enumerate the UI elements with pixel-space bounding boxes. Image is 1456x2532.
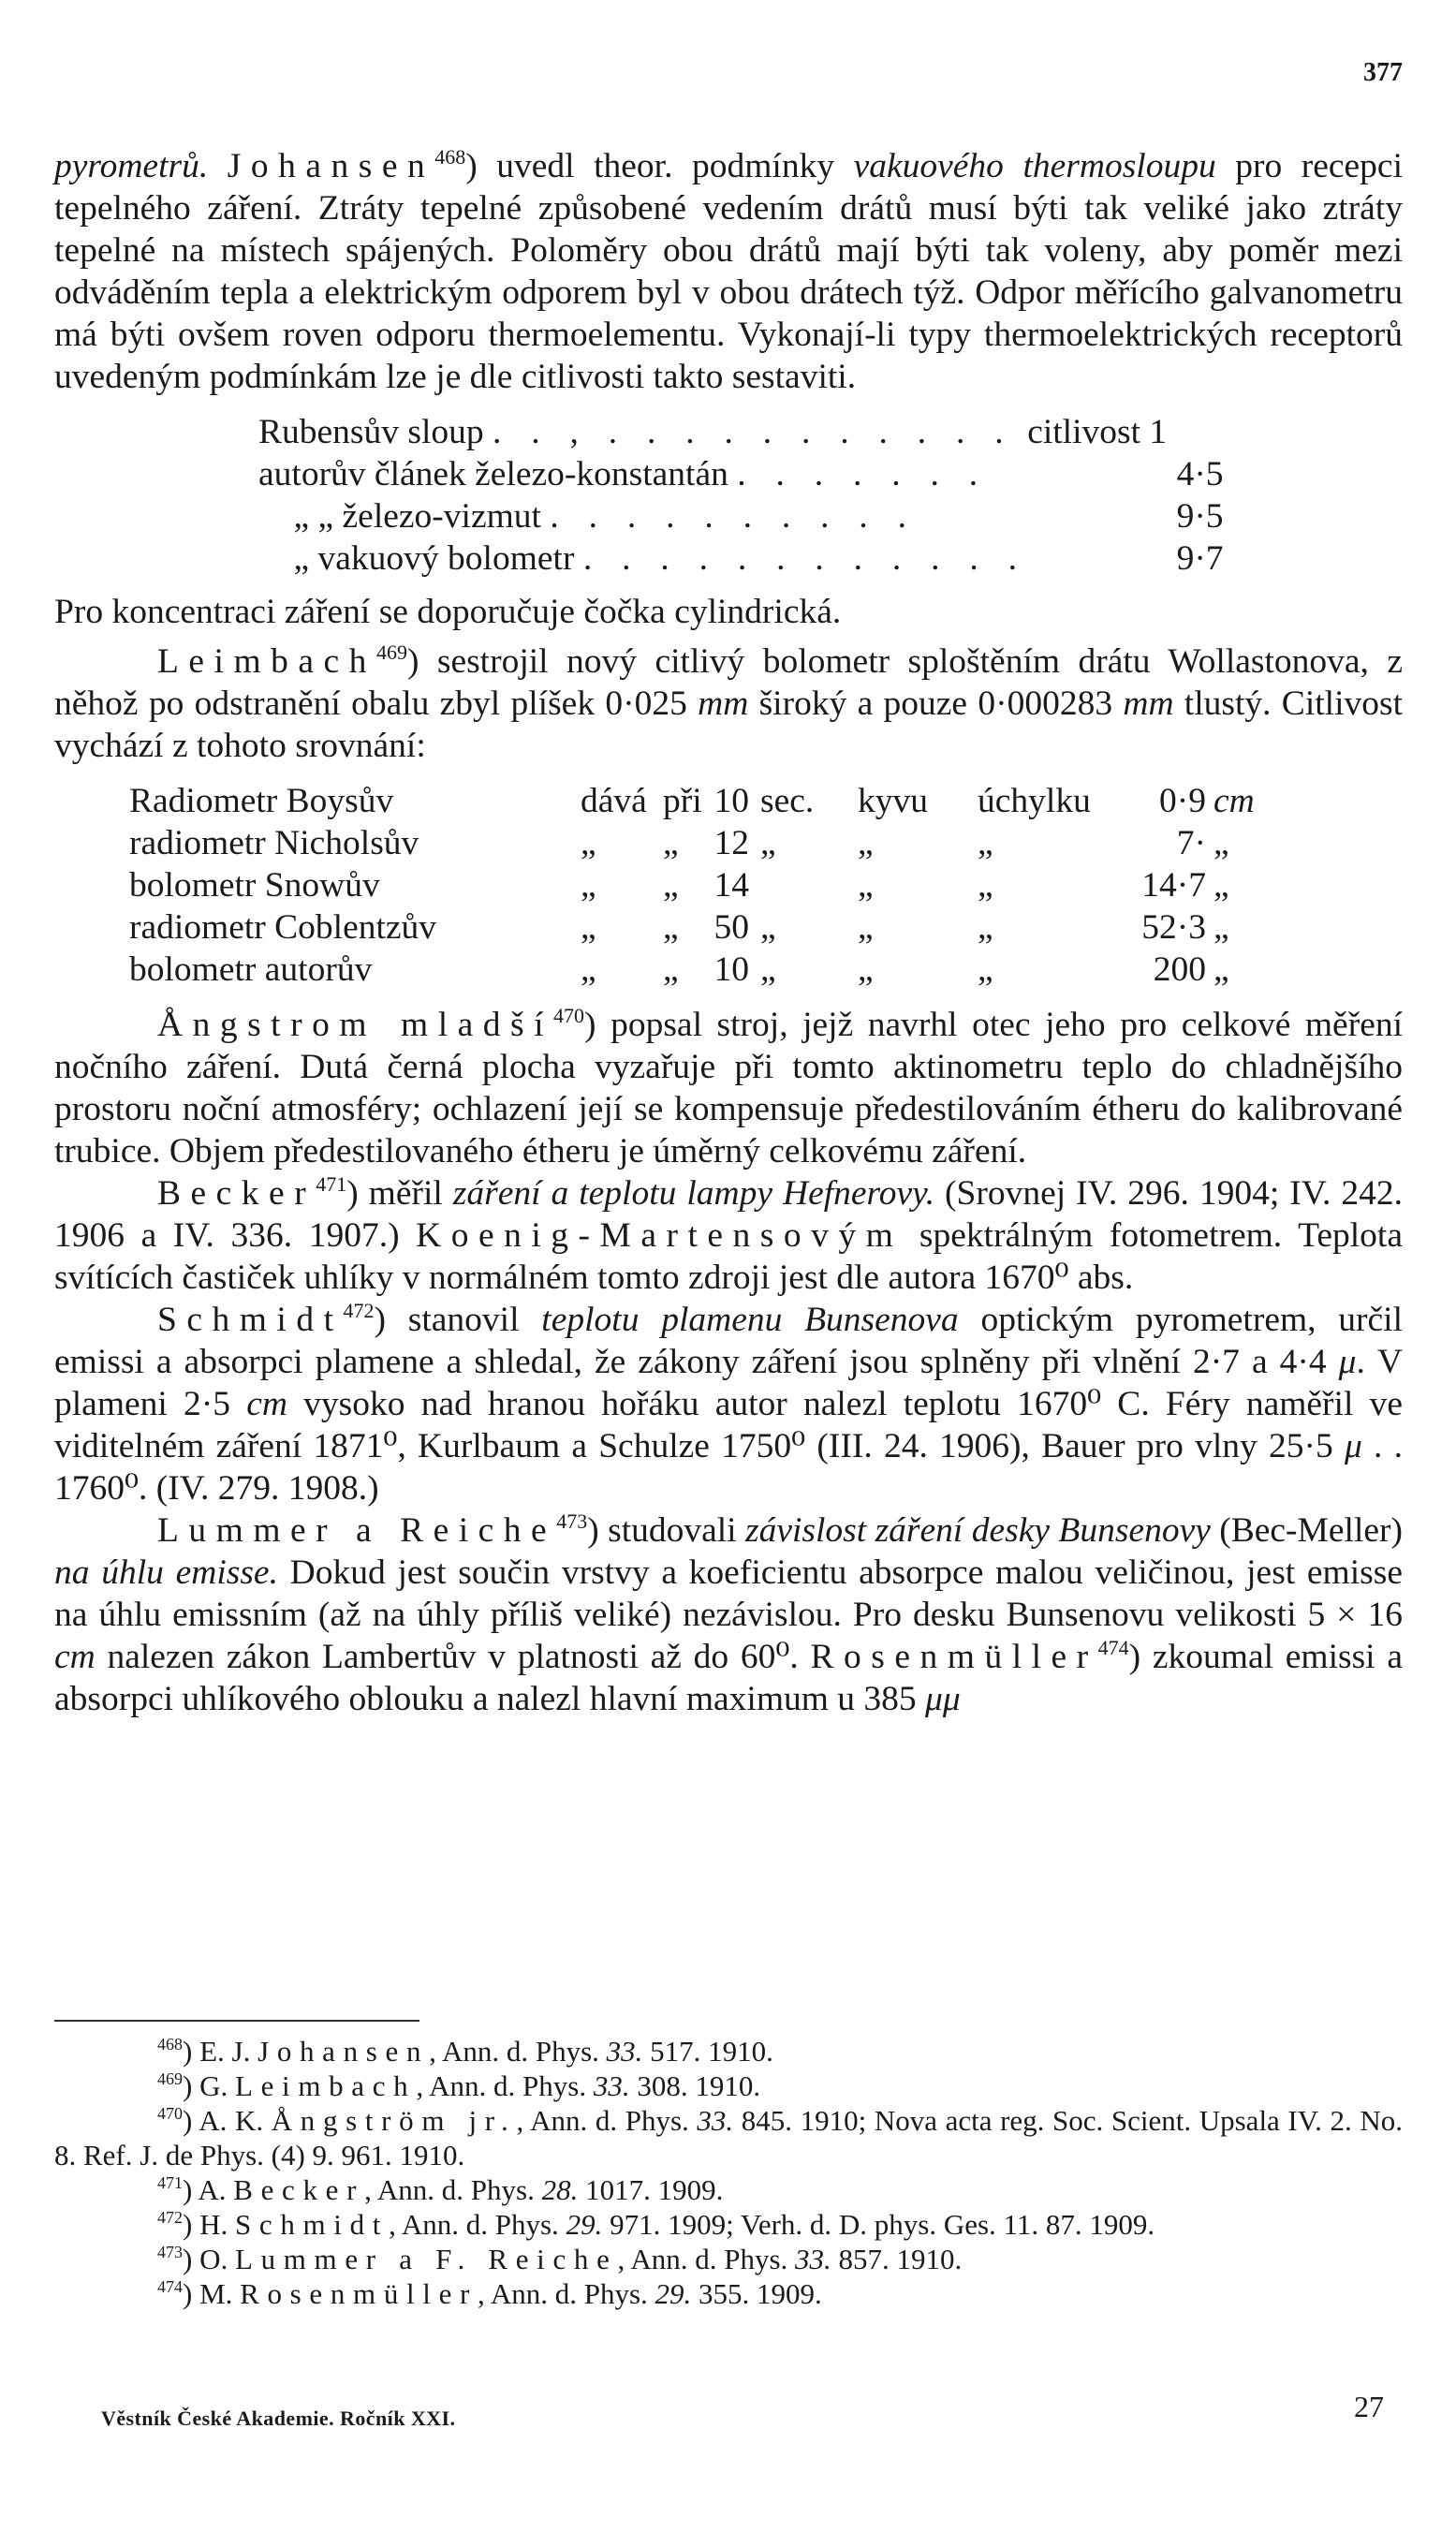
author-name: Johansen	[257, 2035, 430, 2068]
text-italic: vakuového thermosloupu	[853, 147, 1216, 185]
footnote-ref[interactable]: 470	[553, 1004, 585, 1027]
footnote-ref[interactable]: 471	[316, 1172, 347, 1196]
leader-dots: . . . . . . .	[737, 455, 989, 493]
volume-italic: 29.	[654, 2277, 692, 2310]
table-cell: bolometr autorův	[129, 950, 373, 989]
text-span: ) měřil	[346, 1174, 453, 1213]
author-name: Leimbach	[157, 642, 376, 681]
footnote-number: 473	[157, 2243, 183, 2261]
text-span: , Ann. d. Phys.	[429, 2035, 607, 2068]
volume-italic: 33.	[606, 2035, 643, 2068]
volume-italic: 28.	[541, 2173, 579, 2206]
signature-line: Věstník České Akademie. Ročník XXI.	[101, 2407, 456, 2430]
volume-italic: 33.	[697, 2104, 734, 2137]
footnote-ref[interactable]: 472	[343, 1299, 375, 1322]
table-row	[258, 411, 1224, 453]
text-span	[208, 147, 228, 185]
text-span: ) M.	[183, 2277, 241, 2310]
table-row	[258, 453, 1224, 495]
table-cell: „	[1213, 824, 1229, 862]
text-span: . V plameni 2·5	[54, 1343, 1403, 1423]
text-italic: na úhlu emisse.	[54, 1553, 278, 1592]
table-cell: „	[858, 824, 874, 862]
author-name: Schmidt	[234, 2208, 390, 2241]
table-cell: „	[1213, 866, 1229, 905]
text-span: ) O.	[183, 2243, 235, 2275]
table-cell: „	[978, 950, 993, 989]
volume-italic: 33.	[795, 2243, 831, 2275]
text-span: (Srovnej IV. 296. 1904; IV. 242. 1906 a IV. 336. 1907.)	[54, 1174, 1403, 1255]
author-name: Johansen	[227, 147, 435, 185]
table-cell	[258, 453, 1027, 495]
table-cell: 200	[1153, 950, 1206, 989]
text-span: 308. 1910.	[629, 2069, 761, 2102]
author-name: Lummer a Reiche	[157, 1511, 557, 1550]
text-span: , Ann. d. Phys.	[364, 2173, 542, 2206]
table-cell: při	[663, 782, 702, 820]
leader-dots: . . , . . . . . . . . . . .	[493, 413, 1014, 451]
footnote-number: 471	[157, 2173, 183, 2192]
table-cell: 14	[713, 866, 749, 905]
text-italic: záření a teplotu lampy Hefnerovy.	[452, 1174, 935, 1213]
paragraph-angstrom	[54, 1004, 1403, 1172]
table-cell	[1027, 453, 1223, 495]
table-cell: 0·9	[1159, 782, 1206, 820]
table-row	[129, 822, 1255, 864]
text-span: 517. 1910.	[642, 2035, 773, 2068]
table-cell: radiometr Coblentzův	[129, 908, 437, 947]
table-cell: „	[581, 950, 596, 989]
table-cell: „	[581, 824, 596, 862]
row-name: „ „ železo-vizmut	[293, 497, 541, 536]
table-cell: kyvu	[858, 782, 928, 820]
text-span: , Ann. d. Phys.	[416, 2069, 594, 2102]
table-cell: dává	[581, 782, 647, 820]
unit-italic: cm	[1213, 782, 1255, 820]
leader-dots: . . . . . . . . . . . .	[582, 539, 1028, 578]
unit-italic: mm	[1123, 685, 1174, 723]
text-span: 857. 1910.	[831, 2243, 963, 2275]
volume-italic: 33.	[593, 2069, 630, 2102]
table-cell: „	[978, 824, 993, 862]
volume-italic: 29.	[566, 2208, 603, 2241]
text-span: nalezen zákon Lambertův v platnosti až do 60⁰.	[95, 1638, 811, 1676]
row-name: „ vakuový bolometr	[293, 539, 575, 578]
text-span: spektrálným fotometrem. Teplota svítících častiček uhlíky v normálném tomto zdroji jest dle autora 1670⁰ abs.	[54, 1216, 1403, 1297]
table-cell: 14·7	[1141, 866, 1206, 905]
table-cell: „	[581, 866, 596, 905]
row-name: Rubensův sloup	[258, 413, 484, 451]
row-value: 9·5	[1176, 497, 1224, 536]
table-cell: „	[858, 908, 874, 947]
table-cell: „	[1213, 950, 1229, 989]
paragraph-schmidt	[54, 1299, 1403, 1509]
text-span: ) uvedl theor. podmínky	[465, 147, 854, 185]
text-span: ) A. K.	[183, 2104, 272, 2137]
paragraph-leimbach	[54, 640, 1403, 767]
text-span: ) popsal stroj, jejž navrhl otec jeho pro celkové měření nočního záření. Dutá černá plocha vyzařuje při tomto aktinometru teplo do chladnějšího prostoru noční atmosféry; ochlazení její se kompensuje předestilováním étheru do kalibrované trubice. Objem předestilovaného étheru je úměrný celkovému záření.	[54, 1006, 1404, 1170]
table-cell: „	[581, 908, 596, 947]
text-span: ) H.	[183, 2208, 235, 2241]
author-name: Ångström jr.	[271, 2104, 517, 2137]
text-span: vysoko nad hranou hořáku autor nalezl teplotu 1670⁰ C. Féry naměřil ve viditelném záření 1871⁰, Kurlbaum a Schulze 1750⁰ (III. 24. 1906), Bauer pro vlny 25·5	[54, 1385, 1403, 1465]
text-span: tlustý. Citlivost vychází z tohoto srovnání:	[54, 685, 1404, 765]
table-cell: citlivost 1	[1027, 413, 1168, 451]
text-span: ) studovali	[587, 1511, 745, 1550]
table-cell: 10	[713, 782, 749, 820]
text-span: (Bec-Meller)	[1210, 1511, 1403, 1550]
sensitivity-table	[258, 411, 1224, 580]
text-span: Dokud jest součin vrstvy a koeficientu absorpce malou veličinou, jest emisse na úhlu emissním (až na úhly příliš veliké) nezávislou. Pro desku Bunsenovu velikosti 5 × 16	[54, 1553, 1403, 1634]
author-name: Rosenmüller	[810, 1638, 1098, 1676]
text-span: široký a pouze 0·000283	[748, 685, 1124, 723]
table-cell: „	[663, 950, 679, 989]
table-cell: 7·	[1176, 824, 1206, 862]
table-cell: „	[1213, 908, 1229, 947]
footnote-number: 474	[157, 2277, 183, 2296]
footnote-ref[interactable]: 473	[556, 1509, 588, 1533]
table-row	[129, 780, 1255, 822]
text-italic: závislost záření desky Bunsenovy	[745, 1511, 1211, 1550]
footnote-ref[interactable]: 474	[1097, 1636, 1129, 1659]
footnote-473	[54, 2242, 1403, 2276]
row-value: 9·7	[1176, 539, 1224, 578]
text-italic: teplotu plamenu Bunsenova	[541, 1301, 959, 1339]
text-span: ) stanovil	[374, 1301, 542, 1339]
author-name: Lummer a F. Reiche	[234, 2243, 618, 2275]
footnotes	[54, 2034, 1403, 2311]
footnote-471	[54, 2172, 1403, 2207]
row-value: 4·5	[1176, 455, 1224, 493]
table-cell: radiometr Nicholsův	[129, 824, 419, 862]
author-name: Koenig-Martensovým	[416, 1216, 904, 1255]
table-cell: „	[663, 824, 679, 862]
table-cell: „	[760, 950, 776, 989]
text-span: , Ann. d. Phys.	[516, 2104, 698, 2137]
author-name: Becker	[233, 2173, 365, 2206]
table-cell: „	[858, 950, 874, 989]
paragraph-lummer	[54, 1509, 1403, 1720]
unit-italic: cm	[246, 1385, 287, 1423]
text-span: ) sestrojil nový citlivý bolometr sploštěním drátu Wollastonova, z něhož po odstranění obalu zbyl plíšek 0·025	[54, 642, 1403, 723]
text-span: ) G.	[183, 2069, 235, 2102]
footnote-472	[54, 2207, 1403, 2242]
table-cell: sec.	[760, 782, 815, 820]
signature-number: 27	[1354, 2390, 1384, 2423]
text-span: ) A.	[183, 2173, 234, 2206]
table-row	[129, 949, 1255, 991]
unit-italic: μ	[1338, 1343, 1357, 1381]
unit-italic: μ	[1344, 1427, 1362, 1465]
table-cell: 52·3	[1141, 908, 1206, 947]
table-cell	[760, 864, 858, 906]
paragraph-concentration: Pro koncentraci záření se doporučuje čočka cylindrická.	[54, 593, 842, 631]
page-number: 377	[1363, 58, 1403, 87]
table-cell: „	[978, 908, 993, 947]
unit-italic: mm	[698, 685, 749, 723]
table-cell	[1027, 537, 1223, 580]
text-span: . . 1760⁰. (IV. 279. 1908.)	[54, 1427, 1404, 1508]
table-cell: „	[978, 866, 993, 905]
author-name: Leimbach	[234, 2069, 417, 2102]
text-italic: pyrometrů.	[54, 147, 209, 185]
text-span: , Ann. d. Phys.	[478, 2277, 655, 2310]
unit-italic: μμ	[925, 1680, 961, 1718]
table-cell	[258, 537, 1027, 580]
author-name: Schmidt	[157, 1301, 344, 1339]
table-cell: Radiometr Boysův	[129, 782, 394, 820]
footnote-469	[54, 2068, 1403, 2103]
footnote-470	[54, 2103, 1403, 2172]
table-cell	[1213, 780, 1255, 822]
text-span: , Ann. d. Phys.	[617, 2243, 796, 2275]
table-cell: bolometr Snowův	[129, 866, 380, 905]
text-span: 355. 1909.	[691, 2277, 822, 2310]
text-span: ) E. J.	[183, 2035, 258, 2068]
table-cell: „	[760, 824, 776, 862]
table-cell: úchylku	[978, 782, 1091, 820]
footnote-ref[interactable]: 469	[375, 640, 407, 664]
table-cell: „	[663, 866, 679, 905]
table-cell: 50	[713, 908, 749, 947]
text-span: 1017. 1909.	[578, 2173, 724, 2206]
unit-italic: cm	[54, 1638, 96, 1676]
footnote-474	[54, 2276, 1403, 2311]
text-span: 971. 1909; Verh. d. D. phys. Ges. 11. 87. 1909.	[602, 2208, 1155, 2241]
table-cell	[258, 495, 1027, 537]
text-span: pro recepci tepelného záření. Ztráty tepelné způsobené vedením drátů musí býti tak veliké jako ztráty tepelné na místech spájených. Poloměry obou drátů mají býti tak voleny, aby poměr mezi odváděním tepla a elektrickým odporem byl v obou drátech týž. Odpor měřícího galvanometru má býti ovšem roven odporu thermoelementu. Vykonají-li typy thermoelektrických receptorů uvedeným podmínkám lze je dle citlivosti takto sestaviti.	[54, 147, 1403, 396]
footnote-number: 472	[157, 2208, 183, 2227]
table-row	[258, 537, 1224, 580]
footnote-ref[interactable]: 468	[434, 145, 466, 169]
row-name: autorův článek železo-konstantán	[258, 455, 728, 493]
paragraph-johansen	[54, 145, 1403, 398]
table-row	[129, 864, 1255, 906]
table-cell: „	[663, 908, 679, 947]
footnote-number: 468	[157, 2035, 183, 2054]
author-name: Rosenmüller	[240, 2277, 478, 2310]
table-cell	[258, 411, 1027, 453]
table-cell: „	[858, 866, 874, 905]
footnote-number: 470	[157, 2104, 183, 2123]
footnote-divider	[54, 2020, 419, 2022]
paragraph-becker	[54, 1172, 1403, 1299]
leader-dots: . . . . . . . . . .	[550, 497, 918, 536]
comparison-table	[129, 780, 1255, 991]
table-row	[258, 495, 1224, 537]
page	[54, 0, 1403, 2532]
text-span: optickým pyrometrem, určil emissi a absorpci plamene a shledal, že zákony záření jsou splněny při vlnění 2·7 a 4·4	[54, 1301, 1403, 1381]
text-span: , Ann. d. Phys.	[389, 2208, 566, 2241]
table-cell: 10	[713, 950, 749, 989]
footnote-number: 469	[157, 2069, 183, 2088]
author-name: Becker	[157, 1174, 316, 1213]
table-cell: 12	[713, 824, 749, 862]
author-name: Ångstrom mladší	[157, 1006, 554, 1044]
text-span: ) zkoumal emissi a absorpci uhlíkového oblouku a nalezl hlavní maximum u 385	[54, 1638, 1403, 1718]
table-row	[129, 906, 1255, 949]
footnote-468	[54, 2034, 1403, 2068]
table-cell	[1027, 495, 1223, 537]
main-text	[54, 145, 1403, 1720]
text-span: 845. 1910; Nova acta reg. Soc. Scient. Upsala IV. 2. No. 8. Ref. J. de Phys. (4) 9. 961. 1910.	[54, 2104, 1403, 2171]
table-cell: „	[760, 908, 776, 947]
